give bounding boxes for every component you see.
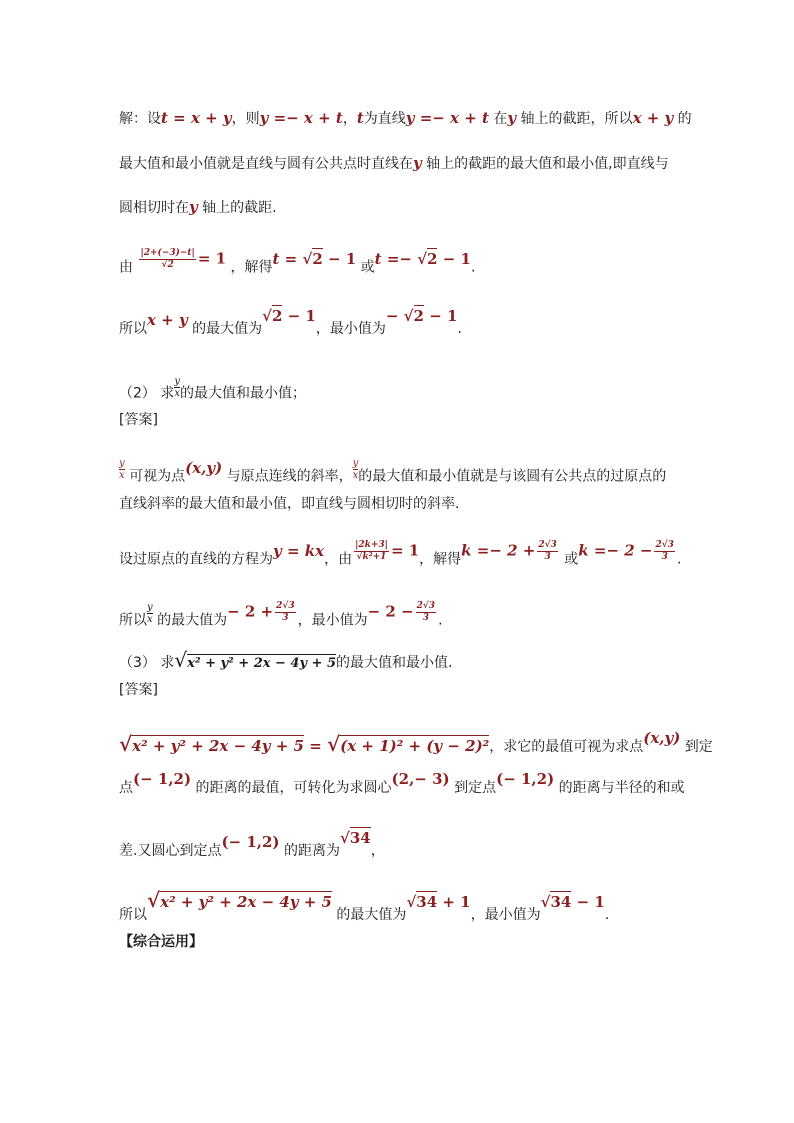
text: 的距离与半径的和或 <box>554 780 685 796</box>
text: 差.又圆心到定点 <box>119 843 222 859</box>
text: 的最大值和最小值； <box>180 385 307 402</box>
text: ，解得 <box>230 259 273 276</box>
fraction-y-over-x <box>147 602 153 625</box>
text: . <box>676 551 682 568</box>
solution-line-13: 所以√x² + y² + 2x − 4y + 5 的最大值为√34 + 1，最小值为√34 − 1. <box>119 888 610 923</box>
text: . <box>604 907 610 923</box>
math-expr: t = x + y <box>161 109 232 127</box>
text: 所以 <box>119 907 147 923</box>
math-expr: (− 1,2) <box>133 770 192 788</box>
fraction-y-over-x <box>353 458 359 481</box>
fraction-numerator: |2k+3| <box>355 540 388 550</box>
math-expr: x + y <box>147 311 188 329</box>
math-expr: y =− x + t <box>405 109 489 127</box>
math-expr: = 1 <box>390 541 420 560</box>
text: 由 <box>119 259 133 276</box>
text: ，求它的最值可视为求点 <box>489 739 644 755</box>
fraction-denominator: x <box>352 470 359 481</box>
math-expr: − 1 <box>437 249 471 268</box>
text: 的最大值为 <box>331 907 407 923</box>
text: 与原点连线的斜率， <box>222 468 353 485</box>
solution-line-2 <box>119 153 669 174</box>
math-expr: (x + 1)² + (y − 2)² <box>340 737 490 755</box>
math-expr: t = <box>272 249 303 268</box>
fraction <box>354 540 389 563</box>
math-expr: (x,y) <box>643 729 681 747</box>
math-expr: (x,y) <box>185 458 223 477</box>
fraction-numerator: y <box>352 458 359 469</box>
fraction-denominator: √2 <box>161 260 174 270</box>
fraction-numerator: 2√3 <box>416 601 436 611</box>
text: 的距离的最值，可转化为求圆心 <box>191 780 392 796</box>
fraction-numerator: y <box>119 458 125 469</box>
question-2 <box>119 376 307 405</box>
math-expr: (2,− 3) <box>391 770 450 788</box>
math-expr: 34 <box>349 829 371 847</box>
fraction <box>139 248 195 271</box>
text: 在 <box>488 111 508 127</box>
solution-line-11 <box>119 770 685 798</box>
text: ，则 <box>231 111 260 127</box>
text: . <box>457 321 462 337</box>
answer-label-1: [答案] <box>119 412 158 428</box>
fraction-y-over-x <box>174 376 180 399</box>
fraction-denominator: 3 <box>544 552 551 562</box>
math-expr: (− 1,2) <box>496 770 555 788</box>
math-expr: t =− <box>374 249 418 268</box>
math-expr: − 1 <box>423 307 458 325</box>
math-expr: − 1 <box>571 893 605 911</box>
math-expr: 2 <box>427 249 438 268</box>
fraction-numerator: |2+(−3)−t| <box>140 248 195 258</box>
fraction <box>654 540 674 563</box>
answer-label-2: [答案] <box>119 682 158 698</box>
math-expr: 2 <box>271 307 283 325</box>
math-expr: + 1 <box>437 893 471 911</box>
math-expr: 34 <box>416 893 438 911</box>
text: 所以 <box>119 612 147 629</box>
math-expr: y <box>189 198 198 216</box>
math-expr: x + y <box>632 109 674 127</box>
fraction-numerator: y <box>147 602 153 613</box>
math-expr: = <box>303 737 327 755</box>
math-expr: − 1 <box>282 307 316 325</box>
text: 的最大值为 <box>187 321 263 337</box>
text: 的最大值和最小值就是与该圆有公共点的过原点的 <box>358 468 667 485</box>
text: 为直线 <box>363 111 406 127</box>
fraction-y-over-x <box>119 458 125 481</box>
fraction-denominator: x <box>174 388 180 399</box>
text: . <box>470 259 476 276</box>
question-number: （3） 求 <box>119 655 175 671</box>
solution-line-9 <box>119 601 443 632</box>
fraction-numerator: 2√3 <box>276 601 295 611</box>
math-expr: x² + y² + 2x − 4y + 5 <box>132 737 304 755</box>
solution-line-4: 由 $\frac{|2+(-3)-t|}{√2}$ = 1 ，解得t = √2 − 1 或t =− √2 − 1. <box>119 248 476 276</box>
solution-line-6 <box>119 458 667 488</box>
math-expr: y <box>507 109 517 127</box>
text: 或 <box>360 259 375 276</box>
math-expr: t <box>356 109 364 127</box>
text: 的距离为 <box>279 843 340 859</box>
math-expr: x² + y² + 2x − 4y + 5 <box>187 656 337 671</box>
math-expr: − 2 − <box>367 602 414 621</box>
text: 圆相切时在 <box>119 200 189 216</box>
math-expr: x² + y² + 2x − 4y + 5 <box>160 893 332 911</box>
fraction-denominator: 3 <box>422 613 429 623</box>
section-heading: 【综合运用】 <box>119 934 203 950</box>
text: 所以 <box>119 321 147 337</box>
fraction-denominator: √k²+1 <box>356 552 387 562</box>
text: ，最小值为 <box>470 907 541 923</box>
text: 的 <box>673 111 692 127</box>
text: 可视为点 <box>124 468 186 485</box>
math-expr: − 2 + <box>227 602 274 621</box>
math-expr: (− 1,2) <box>221 833 280 851</box>
text: ，解得 <box>419 551 462 568</box>
solution-line-10: √x² + y² + 2x − 4y + 5 = √(x + 1)² + (y − 2)²，求它的最值可视为求点(x,y) 到定 <box>119 729 713 756</box>
math-expr: 2 <box>312 249 323 268</box>
text: ， <box>342 111 357 127</box>
math-expr: y <box>413 154 422 172</box>
math-expr: y = kx <box>273 541 325 560</box>
solution-line-1 <box>119 108 692 129</box>
math-expr: 34 <box>550 893 572 911</box>
solution-line-8 <box>119 540 682 571</box>
text: 的最大值和最小值. <box>336 655 453 671</box>
math-expr: 2 <box>413 307 424 325</box>
fraction-denominator: x <box>119 470 125 481</box>
solution-line-7: 直线斜率的最大值和最小值，即直线与圆相切时的斜率. <box>119 496 460 512</box>
math-expr: k =− 2 − <box>578 541 653 560</box>
fraction <box>416 601 436 624</box>
text: 的最大值为 <box>152 612 228 629</box>
text: 到定 <box>680 739 713 755</box>
text: ，最小值为 <box>297 612 368 629</box>
math-expr: = 1 <box>197 249 227 268</box>
fraction-denominator: x <box>147 614 153 625</box>
fraction-denominator: 3 <box>282 613 289 623</box>
text: ，由 <box>324 551 353 568</box>
question-number: （2） 求 <box>119 385 175 402</box>
text: 设过原点的直线的方程为 <box>119 551 273 568</box>
fraction-numerator: y <box>174 376 181 387</box>
text: 到定点 <box>449 780 497 796</box>
solution-line-5: 所以x + y 的最大值为√2 − 1，最小值为− √2 − 1. <box>119 307 462 337</box>
fraction <box>537 540 557 563</box>
text: 轴上的截距的最大值和最小值,即直线与 <box>421 156 669 172</box>
text: 最大值和最小值就是直线与圆有公共点时直线在 <box>119 156 413 172</box>
math-expr: − 1 <box>322 249 357 268</box>
solution-line-12: 差.又圆心到定点(− 1,2) 的距离为√34， <box>119 829 385 859</box>
text: 或 <box>559 551 579 568</box>
fraction-numerator: 2√3 <box>538 540 557 550</box>
fraction-numerator: 2√3 <box>655 540 674 550</box>
math-expr: k =− 2 + <box>461 541 536 560</box>
fraction <box>275 601 295 624</box>
question-3: （3） 求√x² + y² + 2x − 4y + 5的最大值和最小值. <box>119 648 453 672</box>
text: 轴上的截距，所以 <box>516 111 633 127</box>
text: ，最小值为 <box>315 321 386 337</box>
text: 点 <box>119 780 133 796</box>
text: 轴上的截距. <box>197 200 277 216</box>
text: 解：设 <box>119 111 161 127</box>
text: . <box>438 612 443 629</box>
text: ， <box>370 843 385 859</box>
math-expr: − <box>385 307 404 325</box>
solution-line-3 <box>119 197 277 218</box>
fraction-denominator: 3 <box>661 552 668 562</box>
math-expr: y =− x + t <box>259 109 343 127</box>
